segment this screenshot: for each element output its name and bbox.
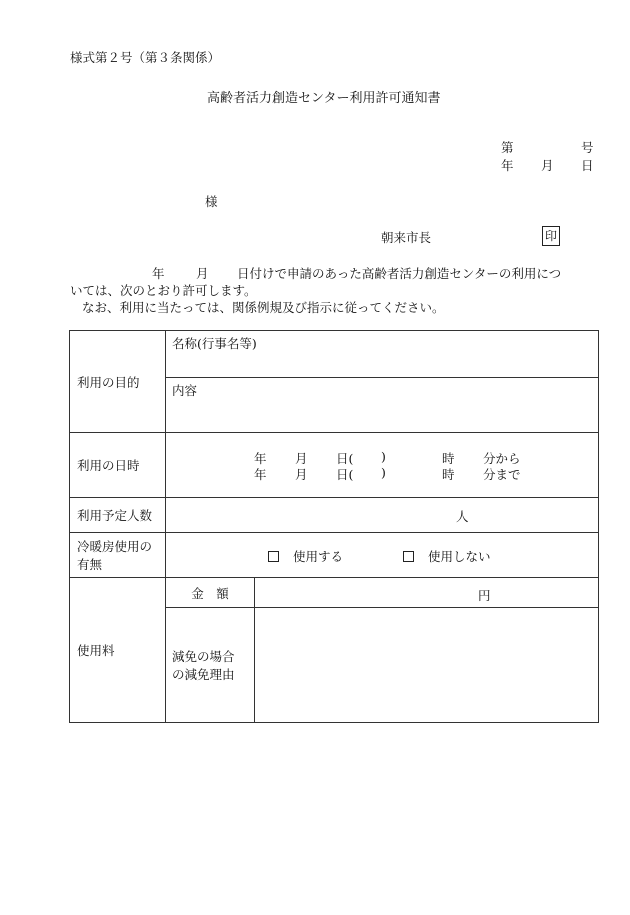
fee-reason-label: [166, 608, 255, 723]
datetime-label: 利用の日時: [70, 433, 166, 498]
ac-cell: [166, 533, 599, 578]
until-minute: 分まで: [483, 467, 521, 482]
ac-use-checkbox[interactable]: [268, 551, 279, 562]
from-month: 月: [295, 451, 308, 466]
recipient-honorific: 様: [205, 194, 218, 209]
people-unit: 人: [456, 509, 469, 524]
datetime-cell[interactable]: [166, 433, 599, 498]
from-day-open: 日(: [336, 451, 354, 466]
permit-table: [69, 330, 599, 723]
fee-reason-cell[interactable]: [255, 608, 599, 723]
fee-reason-line2: の減免理由: [172, 667, 235, 682]
fee-amount-cell[interactable]: [255, 578, 599, 608]
ac-no-label: 使用しない: [428, 549, 491, 564]
ac-label: [70, 533, 166, 578]
body-line2: いては、次のとおり許可します。: [70, 283, 257, 298]
issuer-name: 朝来市長: [381, 230, 432, 245]
doc-date-year: 年: [501, 158, 514, 173]
body-line3: なお、利用に当たっては、関係例規及び指示に従ってください。: [82, 300, 445, 315]
until-month: 月: [295, 467, 308, 482]
fee-amount-row: [70, 578, 599, 608]
datetime-row: [70, 433, 599, 498]
body-line1: 日付けで申請のあった高齢者活力創造センターの利用につ: [237, 266, 562, 281]
ac-label-line2: 有無: [77, 557, 103, 572]
purpose-name-label: 名称(行事名等): [172, 336, 257, 351]
form-number: 様式第２号（第３条関係）: [70, 50, 221, 65]
purpose-name-row: [70, 331, 599, 378]
people-label: 利用予定人数: [70, 498, 166, 533]
fee-reason-line1: 減免の場合: [172, 649, 235, 664]
purpose-content-cell[interactable]: [166, 378, 599, 433]
until-year: 年: [254, 467, 267, 482]
from-hour: 時: [442, 451, 455, 466]
body-year: 年: [152, 266, 165, 281]
datetime-from-line: [166, 449, 598, 465]
ac-use-label: 使用する: [293, 549, 344, 564]
until-day-open: 日(: [336, 467, 354, 482]
purpose-name-cell[interactable]: [166, 331, 599, 378]
body-month: 月: [196, 266, 209, 281]
datetime-until-line: [166, 465, 598, 481]
fee-label: 使用料: [70, 578, 166, 723]
doc-number-suffix: 号: [581, 140, 594, 155]
fee-amount-unit: 円: [478, 588, 491, 603]
seal-mark: 印: [542, 226, 560, 246]
ac-row: [70, 533, 599, 578]
doc-number-prefix: 第: [501, 140, 514, 155]
until-day-close: ): [381, 465, 386, 480]
doc-date-month: 月: [541, 158, 554, 173]
fee-amount-label: 金 額: [166, 578, 255, 608]
ac-no-checkbox[interactable]: [403, 551, 414, 562]
people-row: [70, 498, 599, 533]
purpose-label: 利用の目的: [70, 331, 166, 433]
ac-option-use[interactable]: [268, 547, 343, 565]
from-day-close: ): [381, 449, 386, 464]
from-minute: 分から: [483, 451, 521, 466]
purpose-content-label: 内容: [172, 383, 198, 398]
document-title: 高齢者活力創造センター利用許可通知書: [207, 91, 441, 106]
people-cell[interactable]: [166, 498, 599, 533]
ac-option-no[interactable]: [403, 547, 491, 565]
until-hour: 時: [442, 467, 455, 482]
doc-date-day: 日: [581, 158, 594, 173]
ac-label-line1: 冷暖房使用の: [77, 539, 153, 554]
from-year: 年: [254, 451, 267, 466]
